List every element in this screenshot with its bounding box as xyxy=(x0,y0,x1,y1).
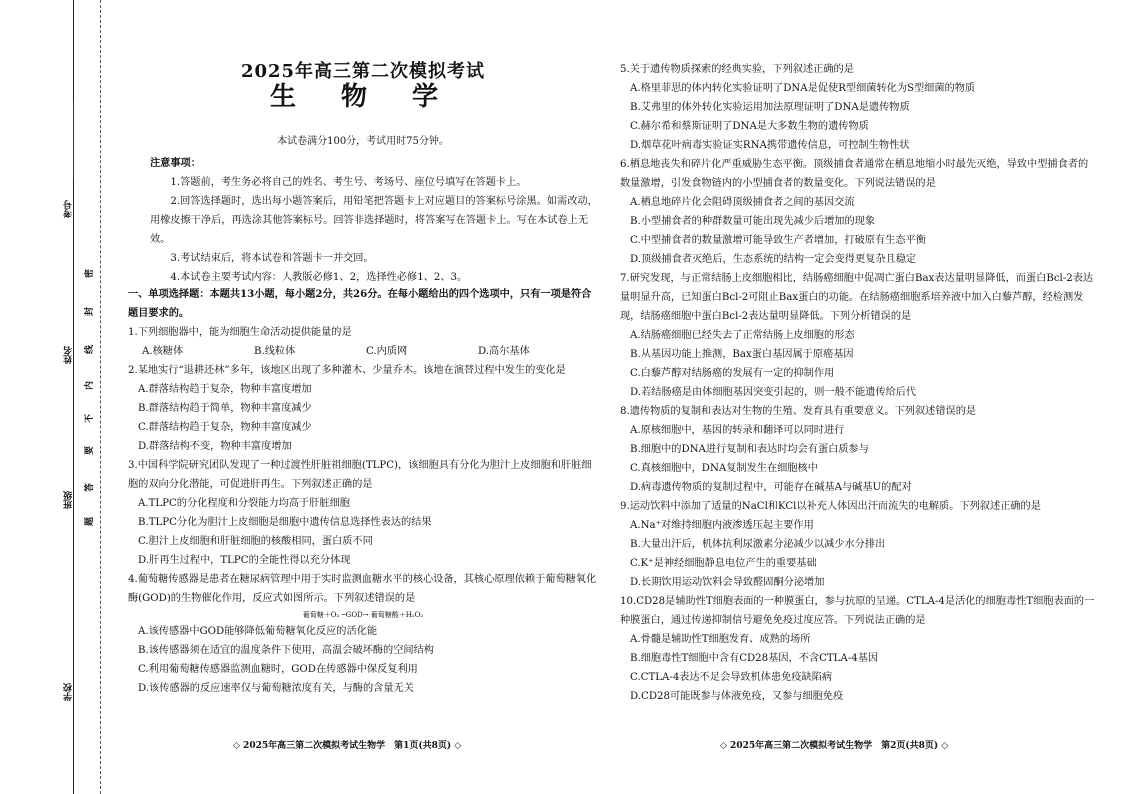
option: B.从基因功能上推测，Bax蛋白基因属于原癌基因 xyxy=(630,349,854,360)
option: A.该传感器中GOD能够降低葡萄糖氧化反应的活化能 xyxy=(138,626,378,637)
option: A.Na⁺对维持细胞内液渗透压起主要作用 xyxy=(630,520,814,531)
option: D.病毒遗传物质的复制过程中，可能存在碱基A与碱基U的配对 xyxy=(630,482,912,493)
seal-char: 封 xyxy=(85,306,96,317)
option: C.利用葡萄糖传感器监测血糖时，GOD在传感器中保反复利用 xyxy=(138,664,418,675)
option: A.核糖体 xyxy=(142,346,184,357)
option: A.TLPC的分化程度和分裂能力均高于肝脏细胞 xyxy=(138,498,350,509)
footer-page-2: ◇ 2025年高三第二次模拟考试生物学 第2页(共8页) ◇ xyxy=(720,741,949,751)
questions-right xyxy=(620,60,1098,706)
option: B.TLPC分化为胆汁上皮细胞是细胞中遗传信息选择性表达的结果 xyxy=(138,517,432,528)
option: D.烟草花叶病毒实验证实RNA携带遗传信息，可控制生物性状 xyxy=(630,140,910,151)
question-stem: 10.CD28是辅助性T细胞表面的一种膜蛋白，参与抗原的呈递。CTLA-4是活化的细胞毒性T细胞表面的一种膜蛋白，通过传递抑制信号避免免疫过度应答。下列说法正确的是 xyxy=(620,596,1095,626)
notes xyxy=(128,154,598,287)
option: D.长期饮用运动饮料会导致醛固酮分泌增加 xyxy=(630,577,825,588)
note-item: 1.答题前，考生务必将自己的姓名、考生号、考场号、座位号填写在答题卡上。 xyxy=(170,177,527,188)
seal-char: 题 xyxy=(85,516,96,527)
exam-title: 2025年高三第二次模拟考试 xyxy=(240,61,486,82)
option: A.栖息地碎片化会阻碍顶级捕食者之间的基因交流 xyxy=(630,197,855,208)
option: A.群落结构趋于复杂，物种丰富度增加 xyxy=(138,384,312,395)
question-stem: 2.某地实行“退耕还林”多年，该地区出现了多种灌木、少量乔木。该地在演替过程中发生的变化是 xyxy=(128,365,566,376)
option: B.线粒体 xyxy=(254,346,296,357)
seal-dashed-line xyxy=(100,0,101,794)
label-school: 学校 xyxy=(64,683,74,701)
option: C.K⁺是神经细胞静息电位产生的重要基础 xyxy=(630,558,817,569)
option: C.白藜芦醇对结肠癌的发展有一定的抑制作用 xyxy=(630,368,835,379)
option: C.胆汁上皮细胞和肝脏细胞的核酸相同，蛋白质不同 xyxy=(138,536,373,547)
option: D.若结肠癌是由体细胞基因突变引起的，则一般不能遗传给后代 xyxy=(630,387,917,398)
option: D.CD28可能既参与体液免疫，又参与细胞免疫 xyxy=(630,691,844,702)
binding-strip xyxy=(0,0,108,794)
question-stem: 8.遗传物质的复制和表达对生物的生殖、发育具有重要意义。下列叙述错误的是 xyxy=(620,406,977,417)
subject-title: 生 物 学 xyxy=(269,82,457,112)
question-stem: 6.栖息地丧失和碎片化严重威胁生态平衡。顶级捕食者通常在栖息地缩小时最先灭绝，导致中型捕食者的数量激增，引发食物链内的小型捕食者的数量变化。下列说法错误的是 xyxy=(620,159,1089,189)
seal-char: 要 xyxy=(85,445,96,456)
question-stem: 5.关于遗传物质探索的经典实验，下列叙述正确的是 xyxy=(620,64,854,75)
question-stem: 1.下列细胞器中，能为细胞生命活动提供能量的是 xyxy=(128,327,352,338)
label-name: 姓名 xyxy=(64,346,74,364)
option: C.赫尔希和蔡斯证明了DNA是大多数生物的遗传物质 xyxy=(630,121,869,132)
notes-heading: 注意事项： xyxy=(150,157,201,169)
question-stem: 3.中国科学院研究团队发现了一种过渡性肝脏祖细胞(TLPC)，该细胞具有分化为胆汁上皮细胞和肝脏细胞的双向分化潜能，可促进肝再生。下列叙述正确的是 xyxy=(128,460,592,490)
reaction-equation: 葡萄糖＋O₂ ─GOD→ 葡萄糖酸＋H₂O₂ xyxy=(302,611,424,619)
option: D.高尔基体 xyxy=(478,346,530,357)
option: B.艾弗里的体外转化实验运用加法原理证明了DNA是遗传物质 xyxy=(630,102,910,113)
option: C.CTLA-4表达不足会导致机体患免疫缺陷病 xyxy=(630,672,833,683)
option: D.顶级捕食者灭绝后，生态系统的结构一定会变得更复杂且稳定 xyxy=(630,254,917,265)
option: B.细胞中的DNA进行复制和表达时均会有蛋白质参与 xyxy=(630,444,869,455)
questions-left xyxy=(128,285,598,698)
exam-no-blank[interactable] xyxy=(73,100,74,180)
option: C.群落结构趋于复杂，物种丰富度减少 xyxy=(138,422,312,433)
option: B.该传感器须在适宜的温度条件下使用，高温会破坏酶的空间结构 xyxy=(138,645,434,656)
seal-char: 密 xyxy=(85,268,96,279)
option: B.大量出汗后，机体抗利尿激素分泌减少以减少水分排出 xyxy=(630,539,886,550)
exam-info: 本试卷满分100分，考试用时75分钟。 xyxy=(277,136,449,147)
option: C.真核细胞中，DNA复制发生在细胞核中 xyxy=(630,463,818,474)
seal-char: 答 xyxy=(85,482,96,493)
section-heading: 一、单项选择题：本题共13小题，每小题2分，共26分。在每小题给出的四个选项中，只有一项是符合题目要求的。 xyxy=(128,288,592,319)
option: D.肝再生过程中，TLPC的全能性得以充分体现 xyxy=(138,555,351,566)
option: B.群落结构趋于简单，物种丰富度减少 xyxy=(138,403,312,414)
question-stem: 7.研究发现，与正常结肠上皮细胞相比，结肠癌细胞中促凋亡蛋白Bax表达量明显降低，而蛋白Bcl-2表达量明显升高，已知蛋白Bcl-2可阻止Bax蛋白的功能。在结肠癌细胞系培养液中加入白藜芦醇，经检测发现，结肠癌细胞中蛋白Bcl-2表达量明显降低。下列分析错误的是 xyxy=(620,273,1094,322)
footer-page-1: ◇ 2025年高三第二次模拟考试生物学 第1页(共8页) ◇ xyxy=(233,741,462,751)
option: A.结肠癌细胞已经失去了正常结肠上皮细胞的形态 xyxy=(630,330,855,341)
option: D.群落结构不变，物种丰富度增加 xyxy=(138,441,292,452)
note-item: 2.回答选择题时，选出每小题答案后，用铅笔把答题卡上对应题目的答案标号涂黑。如需改动，用橡皮擦干净后，再选涂其他答案标号。回答非选择题时，将答案写在答题卡上。写在本试卷上无效。 xyxy=(150,196,598,245)
option: D.该传感器的反应速率仅与葡萄糖浓度有关，与酶的含量无关 xyxy=(138,683,414,694)
seal-char: 内 xyxy=(85,380,96,391)
label-exam-no: 考号 xyxy=(64,200,74,218)
option: B.细胞毒性T细胞中含有CD28基因，不含CTLA-4基因 xyxy=(630,653,879,664)
option: A.格里菲思的体内转化实验证明了DNA是促使R型细菌转化为S型细菌的物质 xyxy=(630,83,976,94)
seal-char: 线 xyxy=(85,344,96,355)
question-stem: 9.运动饮料中添加了适量的NaCl和KCl以补充人体因出汗而流失的电解质。下列叙述正确的是 xyxy=(620,501,1041,512)
option: A.骨髓是辅助性T细胞发育、成熟的场所 xyxy=(630,634,811,645)
note-item: 4.本试卷主要考试内容：人教版必修1、2，选择性必修1、2、3。 xyxy=(170,272,468,283)
option: B.小型捕食者的种群数量可能出现先减少后增加的现象 xyxy=(630,216,876,227)
option: C.中型捕食者的数量激增可能导致生产者增加，打破原有生态平衡 xyxy=(630,235,926,246)
question-options xyxy=(128,342,598,361)
label-class: 班级 xyxy=(64,491,74,509)
note-item: 3.考试结束后，将本试卷和答题卡一并交回。 xyxy=(170,253,374,264)
seal-char: 不 xyxy=(85,413,96,424)
question-stem: 4.葡萄糖传感器是患者在糖尿病管理中用于实时监测血糖水平的核心设备，其核心原理依赖于葡萄糖氧化酶(GOD)的生物催化作用，反应式如图所示。下列叙述错误的是 xyxy=(128,574,597,604)
option: A.原核细胞中，基因的转录和翻译可以同时进行 xyxy=(630,425,845,436)
option: C.内质网 xyxy=(366,346,408,357)
